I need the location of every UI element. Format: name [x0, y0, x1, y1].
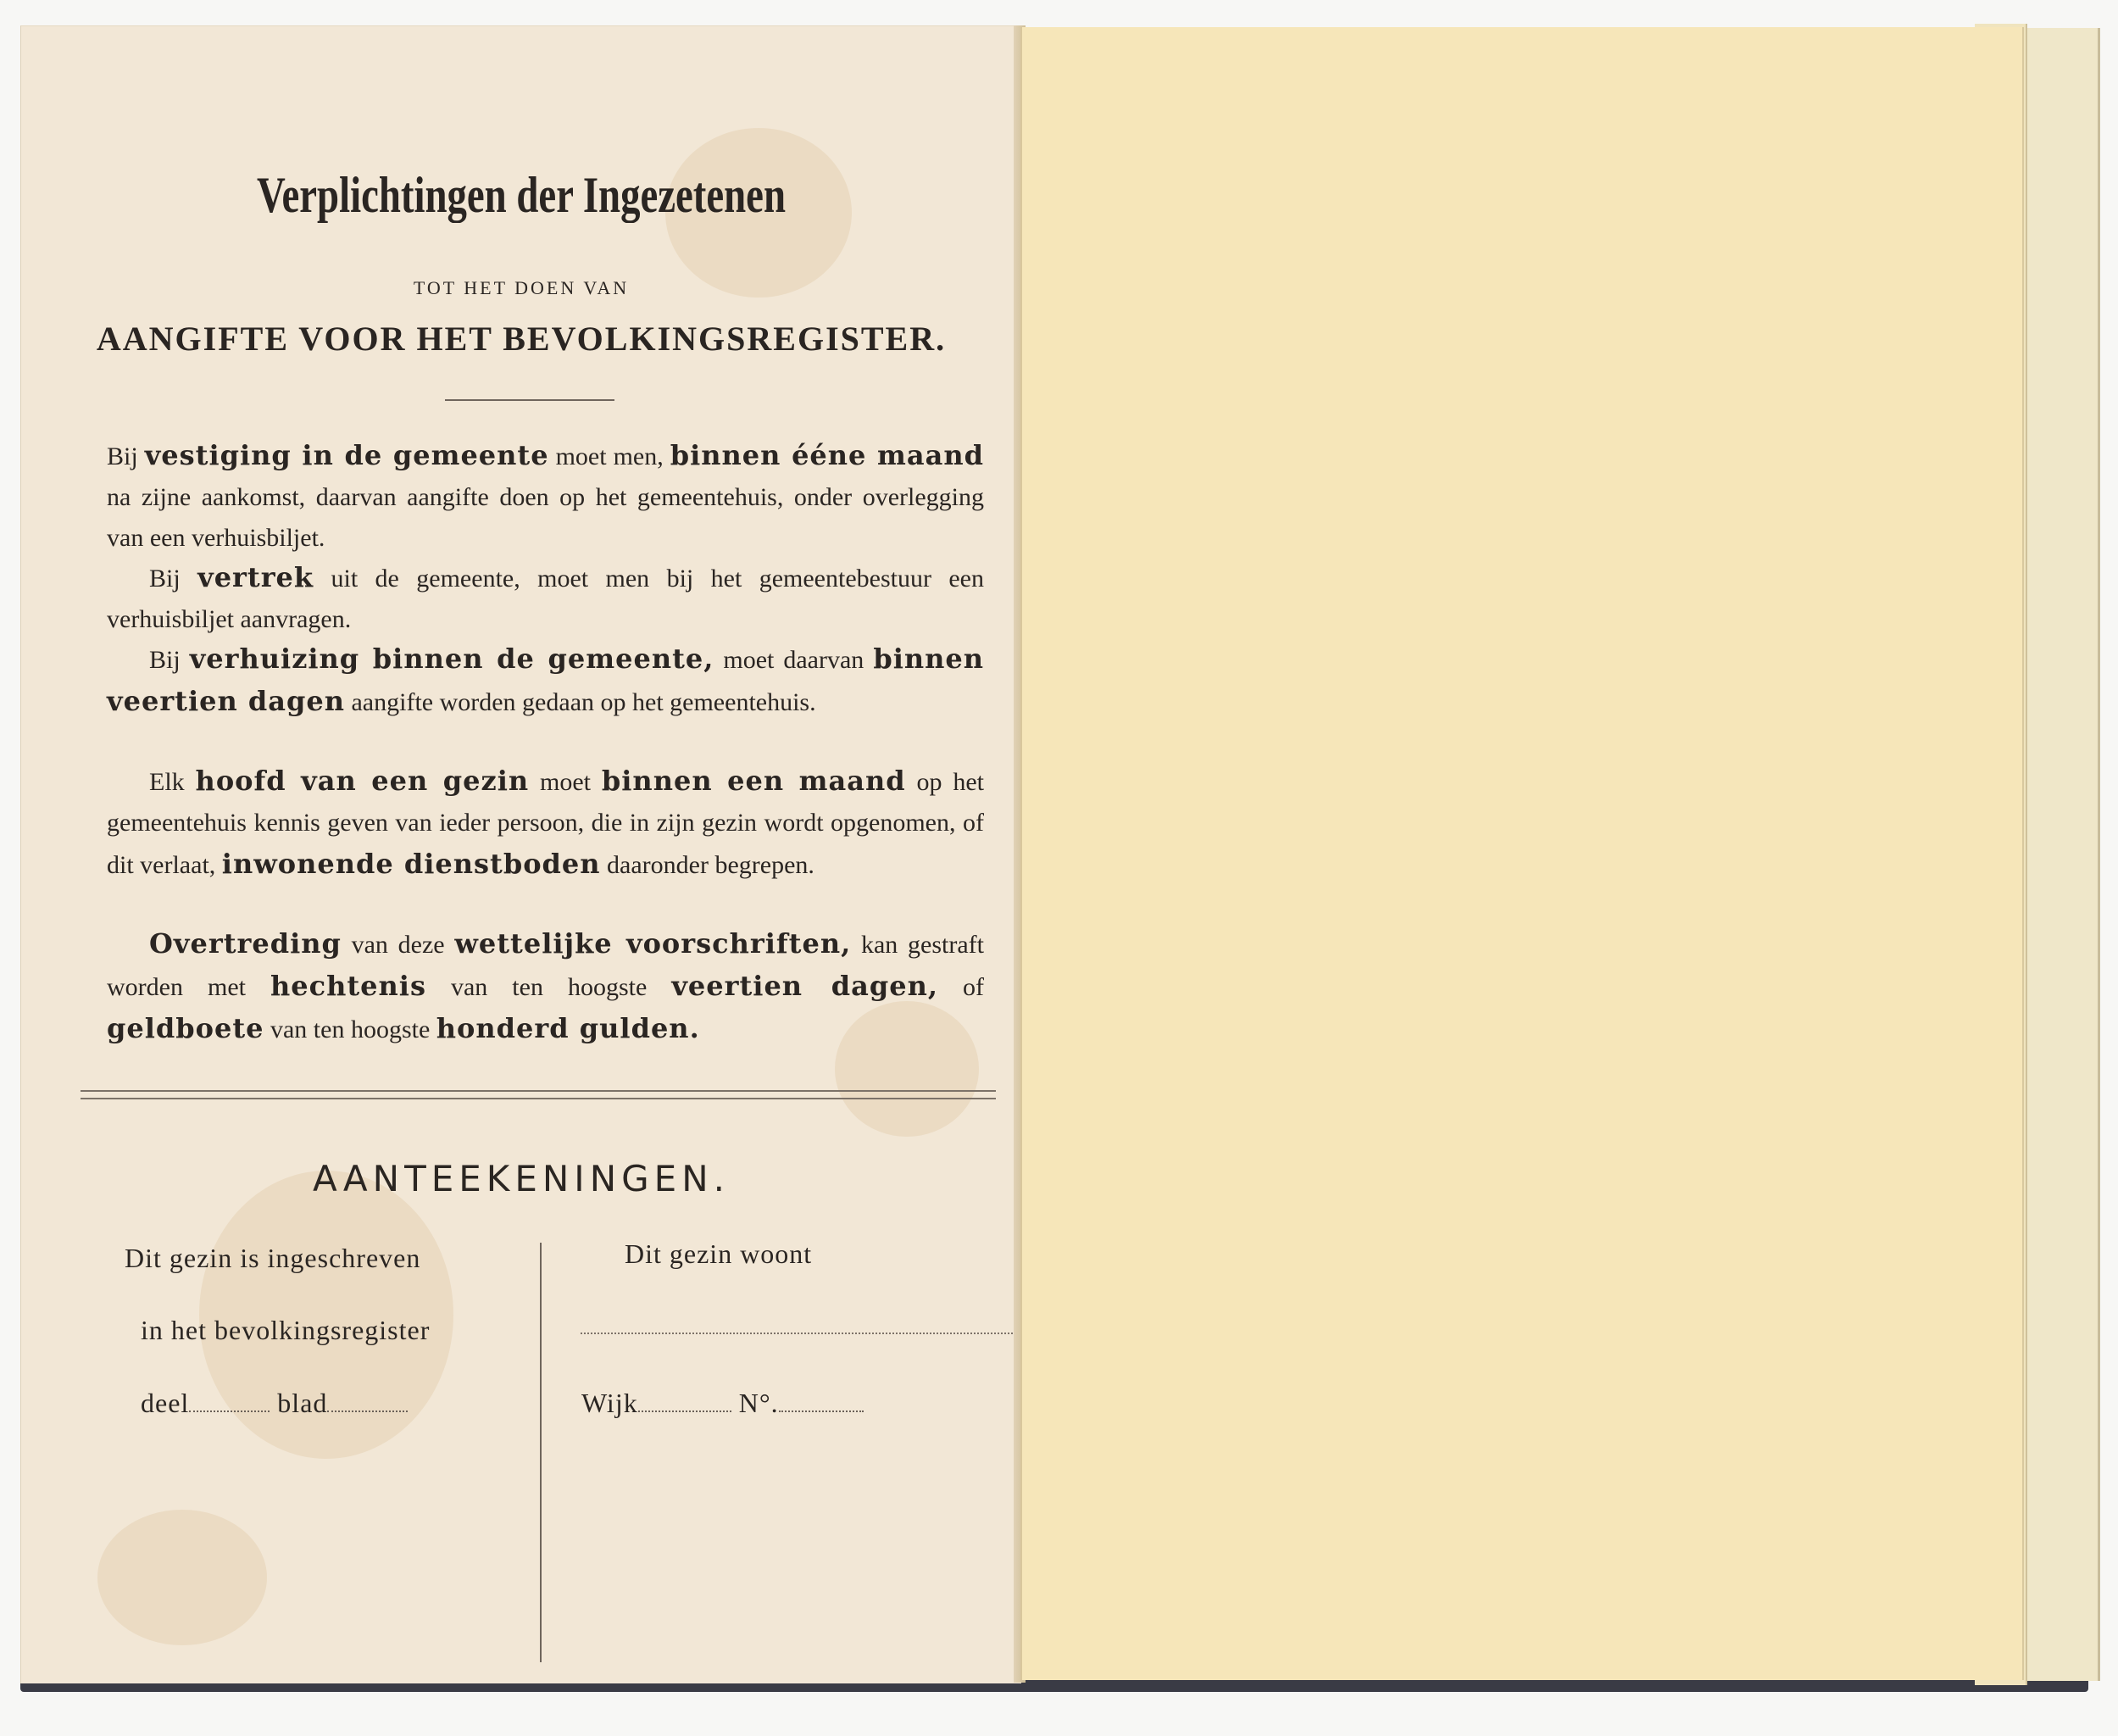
emphasis-text: geldboete	[107, 1012, 264, 1044]
body-text: Bij	[149, 646, 190, 674]
body-text: van deze	[341, 931, 455, 959]
form-left-line1: Dit gezin is ingeschreven	[125, 1243, 421, 1273]
body-text: of	[937, 973, 984, 1001]
double-rule-top	[81, 1090, 996, 1092]
form-left-line2: in het bevolkingsregister	[141, 1315, 431, 1345]
emphasis-text: hoofd van een gezin	[195, 765, 530, 797]
emphasis-text: Overtreding	[149, 927, 342, 960]
body-text: van ten hoogste	[264, 1015, 436, 1043]
page-title: Verplichtingen der Ingezetenen	[257, 167, 786, 223]
body-text: moet men,	[548, 442, 670, 470]
subtitle-large: AANGIFTE VOOR HET BEVOLKINGSREGISTER.	[96, 320, 947, 358]
emphasis-text: honderd gulden.	[436, 1012, 700, 1044]
form-right-line1: Dit gezin woont	[625, 1238, 813, 1269]
page-content	[21, 26, 1021, 1683]
form-wijk-no	[581, 1388, 864, 1419]
left-page	[20, 25, 1021, 1683]
deel-field[interactable]	[189, 1410, 270, 1412]
wijk-field[interactable]	[638, 1410, 731, 1412]
body-text: kan gestraft worden met	[107, 931, 984, 1001]
emphasis-text: binnen een maand	[601, 765, 906, 797]
paragraph-vertrek	[107, 557, 984, 640]
body-text: moet	[529, 768, 602, 796]
body-text: van ten hoogste	[425, 973, 672, 1001]
emphasis-text: binnen ééne maand	[670, 439, 985, 471]
blad-label: blad	[277, 1388, 328, 1418]
form-column-divider	[540, 1243, 542, 1662]
emphasis-text: verhuizing binnen de gemeente,	[189, 643, 714, 675]
body-text: uit de gemeente, moet men bij het gemeentebestuur een verhuisbiljet aanvragen.	[107, 565, 984, 633]
emphasis-text: inwonende dienstboden	[221, 848, 601, 880]
emphasis-text: wettelijke voorschriften,	[454, 927, 852, 960]
paragraph-hoofd-gezin	[107, 760, 984, 886]
subtitle-small: TOT HET DOEN VAN	[413, 277, 630, 298]
body-text: Bij	[149, 565, 198, 593]
body-text: Elk	[149, 768, 196, 796]
form-deel-blad	[141, 1388, 408, 1419]
body-text: aangifte worden gedaan op het gemeentehuis.	[344, 688, 816, 716]
emphasis-text: veertien dagen,	[671, 970, 938, 1002]
no-field[interactable]	[779, 1410, 864, 1412]
paragraph-overtreding	[107, 923, 984, 1050]
paragraph-verhuizing	[107, 638, 984, 723]
emphasis-text: hechtenis	[270, 970, 426, 1002]
emphasis-text: binnen veertien dagen	[107, 643, 984, 717]
body-text: daaronder begrepen.	[600, 851, 814, 879]
blad-field[interactable]	[327, 1410, 408, 1412]
right-page-blank	[1020, 27, 2024, 1680]
double-rule-bottom	[81, 1098, 996, 1099]
paragraph-vestiging	[107, 435, 984, 559]
title-divider	[445, 399, 614, 401]
no-label: N°.	[738, 1388, 779, 1418]
body-text: op het gemeentehuis kennis geven van ieder persoon, die in zijn gezin wordt opgenomen, of dit verlaat,	[107, 768, 984, 879]
notes-title: AANTEEKENINGEN.	[313, 1158, 730, 1199]
address-field[interactable]	[581, 1333, 1013, 1334]
wijk-label: Wijk	[581, 1388, 638, 1418]
deel-label: deel	[141, 1388, 190, 1418]
emphasis-text: vertrek	[197, 561, 314, 593]
body-text: moet daarvan	[714, 646, 874, 674]
emphasis-text: vestiging in de gemeente	[144, 439, 549, 471]
body-text: Bij	[107, 442, 145, 470]
body-text: na zijne aankomst, daarvan aangifte doen op het gemeentehuis, onder overlegging van een verhuisbiljet.	[107, 483, 984, 552]
